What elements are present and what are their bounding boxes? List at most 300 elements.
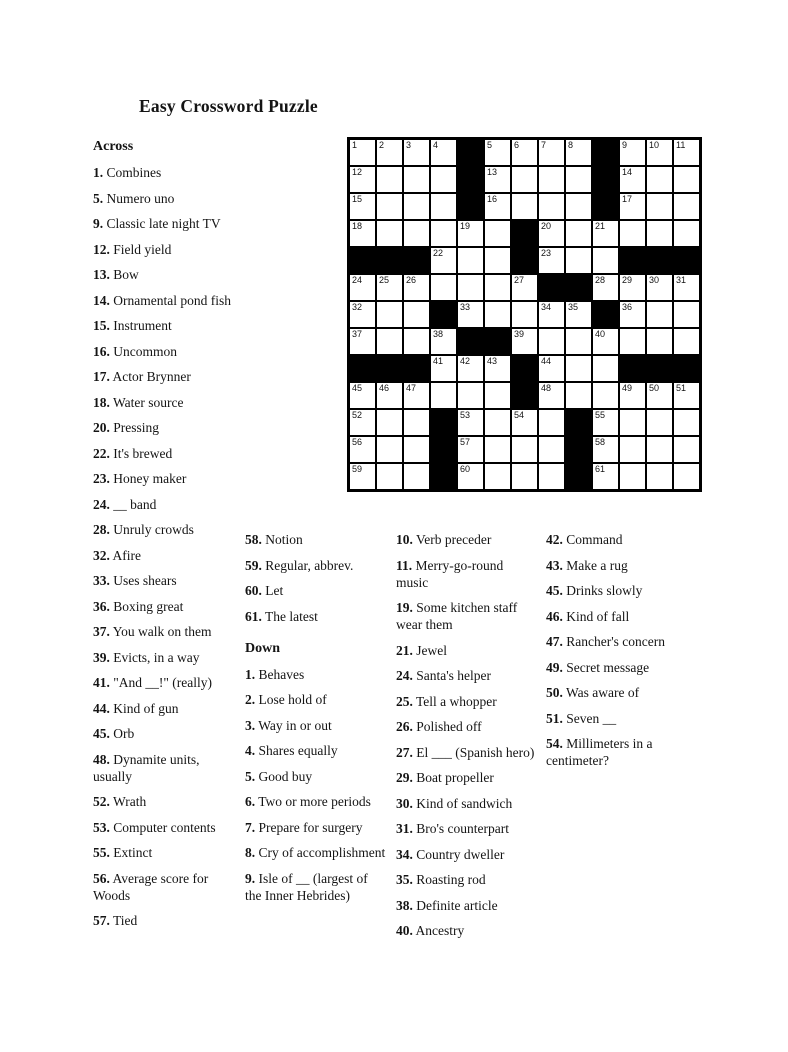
- clue-number: 59.: [245, 557, 262, 573]
- clue-across-15: 15. Instrument: [93, 318, 172, 333]
- grid-cell-46: [377, 383, 402, 408]
- grid-cell: [593, 356, 618, 381]
- clue-number: 16.: [93, 343, 110, 359]
- grid-cell-53: [458, 410, 483, 435]
- clue-number: 27.: [396, 744, 413, 760]
- clue-number: 14.: [93, 292, 110, 308]
- grid-cell: [458, 248, 483, 273]
- grid-cell-31: [674, 275, 699, 300]
- clue-down-30: 30. Kind of sandwich: [396, 795, 513, 811]
- clue-across-56: 56. Average score for Woods: [93, 870, 209, 903]
- cell-number: 4: [433, 140, 439, 150]
- cell-number: 11: [676, 140, 686, 150]
- clue-across-36: 36. Boxing great: [93, 598, 184, 614]
- grid-black-cell: [350, 356, 375, 381]
- clue-number: 49.: [546, 659, 563, 675]
- clue-across-22: 22. It's brewed: [93, 445, 173, 461]
- clue-across-55: 55. Extinct: [93, 845, 153, 860]
- grid-cell: [377, 410, 402, 435]
- clue-number: 60.: [245, 583, 262, 598]
- grid-cell-60: [458, 464, 483, 489]
- clue-number: 54.: [546, 736, 563, 751]
- grid-black-cell: [350, 248, 375, 273]
- grid-cell-16: [485, 194, 510, 219]
- cell-number: 10: [649, 140, 660, 150]
- grid-cell: [647, 329, 672, 354]
- clue-number: 39.: [93, 649, 110, 665]
- grid-cell-43: [485, 356, 510, 381]
- grid-cell: [404, 464, 429, 489]
- clue-number: 36.: [93, 598, 110, 614]
- grid-cell: [674, 194, 699, 219]
- clue-number: 32.: [93, 547, 110, 563]
- clue-down-51: 51. Seven __: [546, 710, 617, 726]
- clue-across-14: 14. Ornamental pond fish: [93, 292, 231, 308]
- clue-number: 45.: [93, 726, 110, 741]
- grid-cell: [431, 194, 456, 219]
- grid-cell: [485, 410, 510, 435]
- cell-number: 42: [460, 356, 471, 366]
- clue-number: 17.: [93, 369, 110, 384]
- grid-cell: [674, 410, 699, 435]
- cell-number: 14: [622, 167, 633, 177]
- clue-down-45: 45. Drinks slowly: [546, 583, 643, 598]
- clue-across-12: 12. Field yield: [93, 241, 172, 257]
- clue-across-28: 28. Unruly crowds: [93, 522, 194, 537]
- grid-cell-44: [539, 356, 564, 381]
- down-clues-col2: [245, 666, 387, 904]
- cell-number: 3: [406, 140, 412, 150]
- grid-cell: [377, 167, 402, 192]
- grid-cell: [404, 410, 429, 435]
- cell-number: 31: [676, 275, 687, 285]
- clue-across-5: 5. Numero uno: [93, 190, 175, 206]
- grid-cell: [566, 248, 591, 273]
- clue-across-61: 61. The latest: [245, 608, 318, 624]
- grid-black-cell: [431, 437, 456, 462]
- clue-number: 18.: [93, 394, 110, 410]
- clue-down-21: 21. Jewel: [396, 642, 447, 658]
- cell-number: 48: [541, 383, 552, 393]
- clue-down-9: 9. Isle of __ (largest of the Inner Hebrides): [245, 870, 368, 903]
- grid-cell-7: [539, 140, 564, 165]
- clue-column-1: [93, 139, 235, 938]
- clue-down-42: 42. Command: [546, 532, 623, 547]
- grid-cell: [620, 221, 645, 246]
- clue-across-57: 57. Tied: [93, 913, 138, 928]
- grid-cell: [485, 302, 510, 327]
- down-clues-col3: [396, 531, 536, 939]
- grid-black-cell: [674, 356, 699, 381]
- cell-number: 47: [406, 383, 417, 393]
- grid-cell: [539, 464, 564, 489]
- grid-cell: [566, 383, 591, 408]
- grid-black-cell: [566, 410, 591, 435]
- clue-number: 24.: [396, 668, 413, 683]
- clue-number: 52.: [93, 794, 110, 809]
- clue-across-58: 58. Notion: [245, 532, 303, 547]
- cell-number: 56: [352, 437, 363, 447]
- cell-number: 9: [622, 140, 628, 150]
- clue-number: 6.: [245, 794, 256, 809]
- clue-down-6: 6. Two or more periods: [245, 794, 371, 809]
- grid-cell: [512, 464, 537, 489]
- clue-down-38: 38. Definite article: [396, 897, 498, 913]
- clue-down-27: 27. El ___ (Spanish hero): [396, 744, 535, 760]
- clue-down-11: 11. Merry-go-round music: [396, 557, 504, 590]
- clue-number: 30.: [396, 795, 413, 811]
- cell-number: 32: [352, 302, 363, 312]
- grid-cell-29: [620, 275, 645, 300]
- grid-cell: [512, 302, 537, 327]
- grid-cell: [431, 275, 456, 300]
- clue-down-24: 24. Santa's helper: [396, 668, 492, 683]
- grid-cell-45: [350, 383, 375, 408]
- grid-cell-52: [350, 410, 375, 435]
- clue-number: 31.: [396, 821, 413, 836]
- grid-cell: [539, 167, 564, 192]
- grid-cell: [377, 302, 402, 327]
- clue-across-45: 45. Orb: [93, 726, 135, 741]
- clue-across-37: 37. You walk on them: [93, 624, 212, 639]
- clue-number: 2.: [245, 692, 256, 707]
- clue-number: 29.: [396, 770, 413, 785]
- grid-cell-9: [620, 140, 645, 165]
- grid-cell: [512, 167, 537, 192]
- clue-down-8: 8. Cry of accomplishment: [245, 845, 386, 860]
- grid-cell: [566, 356, 591, 381]
- clue-number: 1.: [93, 165, 104, 180]
- cell-number: 16: [487, 194, 498, 204]
- clue-number: 13.: [93, 267, 110, 282]
- cell-number: 43: [487, 356, 498, 366]
- clue-number: 50.: [546, 685, 563, 700]
- grid-cell: [431, 167, 456, 192]
- cell-number: 2: [379, 140, 385, 150]
- grid-cell-6: [512, 140, 537, 165]
- clue-number: 43.: [546, 557, 563, 573]
- grid-cell-15: [350, 194, 375, 219]
- grid-cell-22: [431, 248, 456, 273]
- clue-across-39: 39. Evicts, in a way: [93, 649, 200, 665]
- clue-down-5: 5. Good buy: [245, 768, 313, 784]
- clue-number: 8.: [245, 845, 256, 860]
- cell-number: 53: [460, 410, 471, 420]
- clue-down-25: 25. Tell a whopper: [396, 693, 497, 709]
- grid-cell: [377, 437, 402, 462]
- grid-cell-48: [539, 383, 564, 408]
- cell-number: 38: [433, 329, 444, 339]
- clue-number: 7.: [245, 819, 256, 835]
- cell-number: 46: [379, 383, 390, 393]
- grid-cell: [647, 464, 672, 489]
- cell-number: 45: [352, 383, 363, 393]
- grid-black-cell: [566, 275, 591, 300]
- cell-number: 50: [649, 383, 660, 393]
- clue-number: 23.: [93, 471, 110, 486]
- grid-black-cell: [620, 356, 645, 381]
- grid-cell: [512, 437, 537, 462]
- clue-down-4: 4. Shares equally: [245, 743, 338, 758]
- crossword-grid: [347, 137, 702, 492]
- cell-number: 20: [541, 221, 552, 231]
- grid-cell: [404, 329, 429, 354]
- grid-cell: [620, 410, 645, 435]
- clue-down-50: 50. Was aware of: [546, 685, 640, 700]
- clue-number: 55.: [93, 845, 110, 860]
- clue-number: 33.: [93, 573, 110, 588]
- grid-cell: [674, 464, 699, 489]
- clue-number: 4.: [245, 743, 256, 758]
- clue-across-1: 1. Combines: [93, 165, 162, 180]
- grid-black-cell: [458, 167, 483, 192]
- cell-number: 29: [622, 275, 633, 285]
- grid-black-cell: [404, 356, 429, 381]
- clue-down-35: 35. Roasting rod: [396, 872, 486, 887]
- grid-black-cell: [620, 248, 645, 273]
- cell-number: 22: [433, 248, 444, 258]
- grid-cell-39: [512, 329, 537, 354]
- grid-cell-24: [350, 275, 375, 300]
- grid-cell-49: [620, 383, 645, 408]
- cell-number: 19: [460, 221, 471, 231]
- grid-cell: [539, 437, 564, 462]
- cell-number: 24: [352, 275, 363, 285]
- cell-number: 5: [487, 140, 493, 150]
- grid-black-cell: [431, 410, 456, 435]
- clue-across-60: 60. Let: [245, 583, 284, 598]
- grid-cell-36: [620, 302, 645, 327]
- cell-number: 1: [352, 140, 358, 150]
- clue-across-24: 24. __ band: [93, 496, 157, 512]
- cell-number: 37: [352, 329, 363, 339]
- grid-cell-11: [674, 140, 699, 165]
- grid-cell-13: [485, 167, 510, 192]
- cell-number: 28: [595, 275, 606, 285]
- clue-number: 3.: [245, 717, 256, 733]
- grid-black-cell: [458, 140, 483, 165]
- grid-cell: [566, 167, 591, 192]
- grid-black-cell: [512, 356, 537, 381]
- grid-cell: [485, 221, 510, 246]
- clue-number: 38.: [396, 897, 413, 913]
- clue-column-3: [396, 531, 536, 948]
- grid-black-cell: [674, 248, 699, 273]
- cell-number: 17: [622, 194, 633, 204]
- clue-across-41: 41. "And __!" (really): [93, 675, 212, 690]
- grid-black-cell: [458, 194, 483, 219]
- grid-black-cell: [566, 437, 591, 462]
- grid-cell: [485, 383, 510, 408]
- clue-number: 41.: [93, 675, 110, 690]
- clue-down-40: 40. Ancestry: [396, 923, 465, 938]
- grid-cell: [404, 167, 429, 192]
- grid-black-cell: [593, 194, 618, 219]
- grid-cell-23: [539, 248, 564, 273]
- grid-cell-57: [458, 437, 483, 462]
- clue-column-4: [546, 531, 686, 778]
- cell-number: 61: [595, 464, 606, 474]
- clue-down-43: 43. Make a rug: [546, 557, 628, 573]
- clue-number: 15.: [93, 318, 110, 333]
- cell-number: 12: [352, 167, 363, 177]
- clue-number: 19.: [396, 600, 413, 615]
- cell-number: 13: [487, 167, 498, 177]
- grid-cell-54: [512, 410, 537, 435]
- across-clues-col2: [245, 531, 387, 625]
- clue-across-20: 20. Pressing: [93, 420, 160, 435]
- grid-cell-58: [593, 437, 618, 462]
- cell-number: 54: [514, 410, 525, 420]
- grid-cell: [512, 194, 537, 219]
- cell-number: 59: [352, 464, 363, 474]
- clue-number: 34.: [396, 846, 413, 862]
- cell-number: 41: [433, 356, 444, 366]
- grid-cell-8: [566, 140, 591, 165]
- clue-across-9: 9. Classic late night TV: [93, 216, 221, 231]
- grid-cell: [674, 329, 699, 354]
- clue-number: 28.: [93, 522, 110, 537]
- grid-cell-21: [593, 221, 618, 246]
- clue-number: 35.: [396, 872, 413, 887]
- clue-down-47: 47. Rancher's concern: [546, 634, 666, 649]
- grid-cell: [620, 464, 645, 489]
- grid-cell: [674, 167, 699, 192]
- grid-cell-61: [593, 464, 618, 489]
- clue-number: 42.: [546, 532, 563, 547]
- clue-number: 47.: [546, 634, 563, 649]
- cell-number: 35: [568, 302, 579, 312]
- grid-cell-47: [404, 383, 429, 408]
- grid-black-cell: [431, 302, 456, 327]
- clue-number: 5.: [245, 768, 256, 784]
- cell-number: 52: [352, 410, 363, 420]
- across-clues-col1: [93, 164, 235, 929]
- clue-down-3: 3. Way in or out: [245, 717, 332, 733]
- clue-number: 25.: [396, 693, 413, 709]
- grid-cell-30: [647, 275, 672, 300]
- grid-cell-26: [404, 275, 429, 300]
- grid-cell-4: [431, 140, 456, 165]
- grid-cell: [485, 248, 510, 273]
- cell-number: 33: [460, 302, 471, 312]
- grid-cell-51: [674, 383, 699, 408]
- cell-number: 40: [595, 329, 606, 339]
- grid-cell: [647, 221, 672, 246]
- cell-number: 6: [514, 140, 520, 150]
- cell-number: 7: [541, 140, 547, 150]
- grid-cell: [647, 167, 672, 192]
- grid-cell-56: [350, 437, 375, 462]
- clue-across-18: 18. Water source: [93, 394, 184, 410]
- clue-number: 20.: [93, 420, 110, 435]
- cell-number: 26: [406, 275, 417, 285]
- clue-number: 48.: [93, 751, 110, 767]
- grid-cell: [593, 383, 618, 408]
- grid-cell: [485, 275, 510, 300]
- grid-cell: [620, 437, 645, 462]
- grid-black-cell: [593, 140, 618, 165]
- cell-number: 60: [460, 464, 471, 474]
- clue-across-16: 16. Uncommon: [93, 343, 177, 359]
- clue-down-34: 34. Country dweller: [396, 846, 505, 862]
- clue-number: 51.: [546, 710, 563, 726]
- clue-number: 12.: [93, 241, 110, 257]
- clue-down-29: 29. Boat propeller: [396, 770, 494, 785]
- cell-number: 58: [595, 437, 606, 447]
- clue-number: 40.: [396, 923, 413, 938]
- clue-down-2: 2. Lose hold of: [245, 692, 327, 707]
- clue-number: 26.: [396, 719, 413, 734]
- grid-cell-14: [620, 167, 645, 192]
- grid-cell-12: [350, 167, 375, 192]
- clue-down-54: 54. Millimeters in a centimeter?: [546, 736, 653, 768]
- grid-cell: [647, 194, 672, 219]
- clue-across-59: 59. Regular, abbrev.: [245, 557, 354, 573]
- grid-cell: [647, 302, 672, 327]
- clue-number: 53.: [93, 819, 110, 835]
- grid-cell-37: [350, 329, 375, 354]
- clue-across-32: 32. Afire: [93, 547, 141, 563]
- grid-black-cell: [404, 248, 429, 273]
- grid-cell: [404, 221, 429, 246]
- grid-cell: [674, 302, 699, 327]
- cell-number: 30: [649, 275, 660, 285]
- clue-number: 24.: [93, 496, 110, 512]
- clue-number: 22.: [93, 445, 110, 461]
- grid-cell: [485, 437, 510, 462]
- page-title: Easy Crossword Puzzle: [139, 96, 318, 116]
- grid-cell-38: [431, 329, 456, 354]
- clue-number: 44.: [93, 700, 110, 716]
- clue-number: 58.: [245, 532, 262, 547]
- grid-cell: [377, 194, 402, 219]
- grid-cell: [674, 437, 699, 462]
- grid-black-cell: [485, 329, 510, 354]
- grid-cell-28: [593, 275, 618, 300]
- grid-cell-35: [566, 302, 591, 327]
- clue-across-53: 53. Computer contents: [93, 819, 216, 835]
- clue-down-31: 31. Bro's counterpart: [396, 821, 510, 836]
- grid-black-cell: [593, 167, 618, 192]
- down-clues-col4: [546, 531, 686, 769]
- grid-cell-27: [512, 275, 537, 300]
- grid-black-cell: [431, 464, 456, 489]
- grid-cell-55: [593, 410, 618, 435]
- grid-cell: [404, 194, 429, 219]
- grid-cell-5: [485, 140, 510, 165]
- cell-number: 27: [514, 275, 525, 285]
- grid-cell-59: [350, 464, 375, 489]
- grid-cell: [377, 329, 402, 354]
- grid-black-cell: [647, 356, 672, 381]
- clue-across-44: 44. Kind of gun: [93, 700, 179, 716]
- clue-column-2: [245, 531, 387, 912]
- cell-number: 21: [595, 221, 606, 231]
- grid-cell: [674, 221, 699, 246]
- grid-cell-10: [647, 140, 672, 165]
- clue-number: 37.: [93, 624, 110, 639]
- clue-number: 61.: [245, 608, 262, 624]
- grid-cell-25: [377, 275, 402, 300]
- clue-down-26: 26. Polished off: [396, 719, 482, 734]
- grid-cell-2: [377, 140, 402, 165]
- clue-across-48: 48. Dynamite units, usually: [93, 751, 200, 784]
- grid-black-cell: [539, 275, 564, 300]
- grid-cell-1: [350, 140, 375, 165]
- grid-black-cell: [377, 356, 402, 381]
- clue-number: 1.: [245, 666, 256, 682]
